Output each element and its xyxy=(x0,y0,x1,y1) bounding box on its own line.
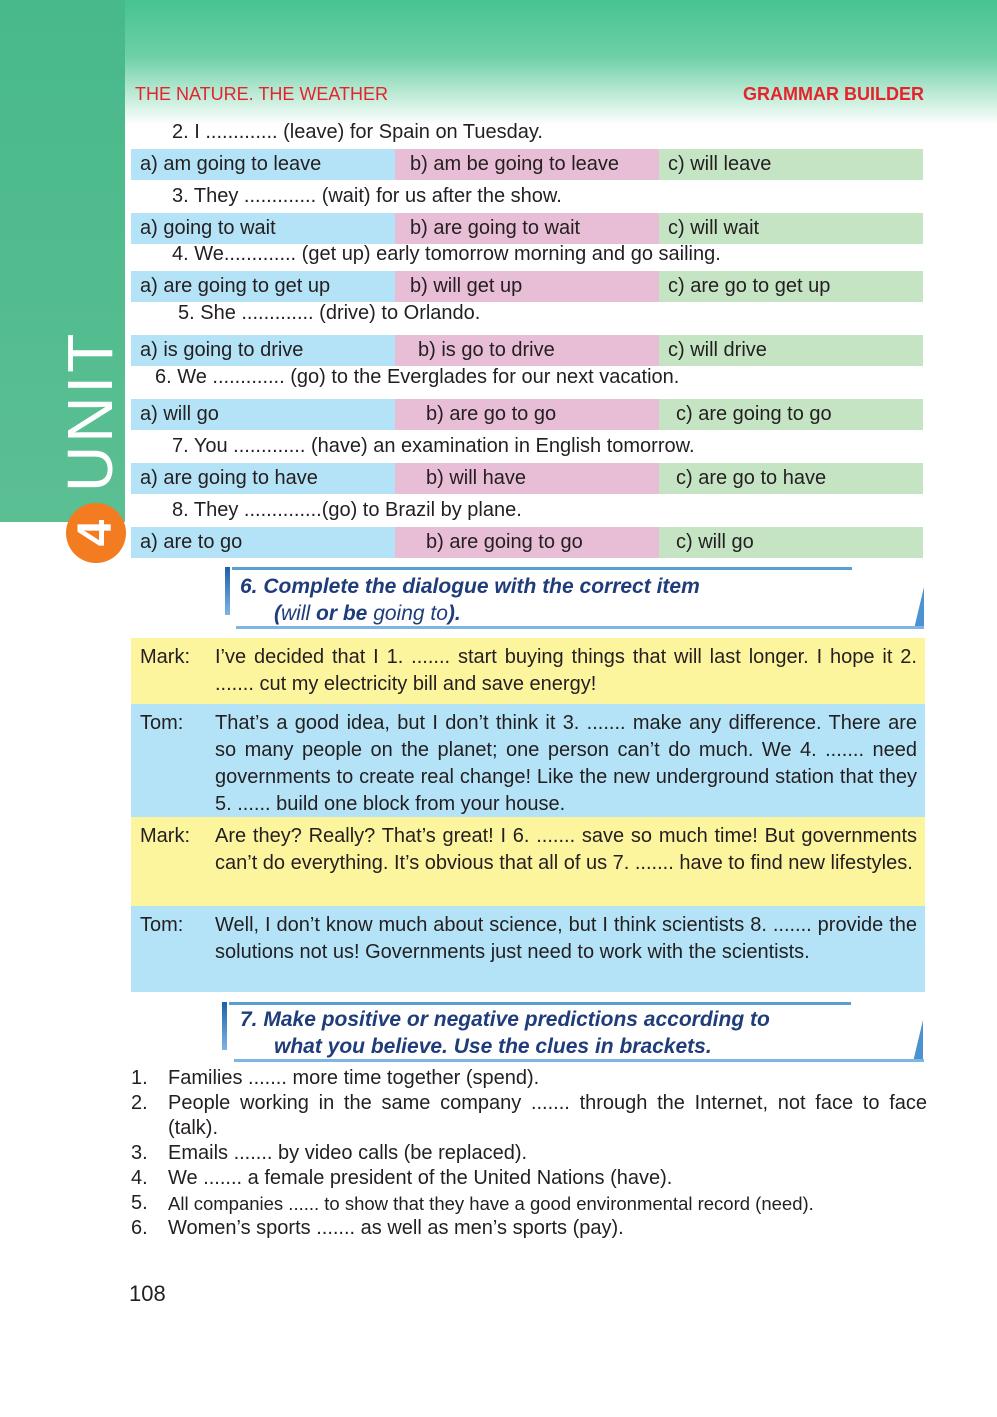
task-7-top-rule xyxy=(229,1002,851,1005)
list-item xyxy=(131,1166,927,1191)
option-b[interactable]: b) am be going to leave xyxy=(395,149,659,180)
option-c[interactable]: c) are go to have xyxy=(659,463,923,494)
option-a[interactable]: a) are to go xyxy=(131,527,395,558)
options-row-7 xyxy=(131,463,923,494)
item-number: 2. xyxy=(131,1092,148,1114)
item-text: Families ....... more time together (spend). xyxy=(168,1067,540,1089)
item-number: 1. xyxy=(131,1067,148,1089)
options-row-6 xyxy=(131,399,923,430)
option-c[interactable]: c) are go to get up xyxy=(659,271,923,302)
option-a[interactable]: a) is going to drive xyxy=(131,335,395,366)
item-text: Women’s sports ....... as well as men’s sports (pay). xyxy=(168,1217,624,1239)
item-text: People working in the same company ....... through the Internet, not face to face (talk). xyxy=(168,1092,927,1139)
unit-label: UNIT xyxy=(54,330,126,492)
task-7-title xyxy=(240,1006,940,1060)
item-number: 4. xyxy=(131,1167,148,1189)
options-row-5 xyxy=(131,335,923,366)
option-a[interactable]: a) are going to get up xyxy=(131,271,395,302)
item-text: We ....... a female president of the United Nations (have). xyxy=(168,1167,673,1189)
list-item xyxy=(131,1141,927,1166)
title-close-paren: ). xyxy=(447,602,461,625)
predictions-list xyxy=(131,1066,927,1241)
list-item xyxy=(131,1091,927,1141)
item-number: 6. xyxy=(131,1217,148,1239)
speaker-label: Mark: xyxy=(140,825,190,847)
options-row-4 xyxy=(131,271,923,302)
title-going-to: going to xyxy=(373,602,448,625)
options-row-8 xyxy=(131,527,923,558)
option-c[interactable]: c) are going to go xyxy=(659,399,923,430)
list-item xyxy=(131,1191,927,1216)
title-or-be: or be xyxy=(310,602,374,625)
title-will: will xyxy=(281,602,311,625)
option-b[interactable]: b) will get up xyxy=(395,271,659,302)
task-6-top-rule xyxy=(232,567,852,570)
option-a[interactable]: a) am going to leave xyxy=(131,149,395,180)
item-number: 3. xyxy=(131,1142,148,1164)
section-title: THE NATURE. THE WEATHER xyxy=(135,84,389,104)
options-row-2 xyxy=(131,149,923,180)
dialogue-line-mark-1 xyxy=(131,638,925,704)
question-stem-2: 2. I ............. (leave) for Spain on Tuesday. xyxy=(172,121,543,143)
question-stem-8: 8. They ..............(go) to Brazil by plane. xyxy=(172,499,522,521)
options-row-3 xyxy=(131,213,923,244)
question-stem-7: 7. You ............. (have) an examination in English tomorrow. xyxy=(172,435,695,457)
dialogue-text: That’s a good idea, but I don’t think it 3. ....... make any difference. There are so many people on the planet; one person can’t do much. We 4. ....... need governments to create real change! Like the new underground station that they 5. ...... build one block from your house. xyxy=(215,712,917,815)
option-b[interactable]: b) will have xyxy=(395,463,659,494)
title-open-paren: ( xyxy=(274,602,281,625)
list-item xyxy=(131,1066,927,1091)
task-6-title-line2 xyxy=(240,600,940,627)
option-b[interactable]: b) are going to go xyxy=(395,527,659,558)
option-c[interactable]: c) will go xyxy=(659,527,923,558)
option-b[interactable]: b) are going to wait xyxy=(395,213,659,244)
item-text: Emails ....... by video calls (be replaced). xyxy=(168,1142,528,1164)
question-stem-4: 4. We............. (get up) early tomorrow morning and go sailing. xyxy=(172,243,721,265)
option-b[interactable]: b) is go to drive xyxy=(395,335,659,366)
task-7-left-rule xyxy=(222,1002,227,1050)
question-stem-5: 5. She ............. (drive) to Orlando. xyxy=(178,302,481,324)
option-a[interactable]: a) going to wait xyxy=(131,213,395,244)
question-stem-3: 3. They ............. (wait) for us after the show. xyxy=(172,185,562,207)
option-b[interactable]: b) are go to go xyxy=(395,399,659,430)
item-text: All companies ...... to show that they have a good environmental record (need). xyxy=(168,1193,814,1214)
header-band xyxy=(0,0,997,125)
page-number: 108 xyxy=(129,1281,166,1306)
speaker-label: Mark: xyxy=(140,646,190,668)
option-a[interactable]: a) will go xyxy=(131,399,395,430)
task-6-title-line1: 6. Complete the dialogue with the correct item xyxy=(240,575,700,598)
option-c[interactable]: c) will wait xyxy=(659,213,923,244)
option-c[interactable]: c) will drive xyxy=(659,335,923,366)
question-stem-6: 6. We ............. (go) to the Everglades for our next vacation. xyxy=(155,366,680,388)
dialogue-text: I’ve decided that I 1. ....... start buying things that will last longer. I hope it 2. ....... cut my electricity bill and save energy! xyxy=(215,646,917,695)
list-item xyxy=(131,1216,927,1241)
speaker-label: Tom: xyxy=(140,914,184,936)
task-7-title-line1: 7. Make positive or negative predictions according to xyxy=(240,1008,770,1031)
speaker-label: Tom: xyxy=(140,712,184,734)
unit-number-badge: 4 xyxy=(66,503,126,563)
item-number: 5. xyxy=(131,1192,148,1214)
dialogue-text: Well, I don’t know much about science, but I think scientists 8. ....... provide the solutions not us! Governments just need to work with the scientists. xyxy=(215,914,917,963)
dialogue-line-tom-2 xyxy=(131,906,925,992)
task-7-title-line2: what you believe. Use the clues in brackets. xyxy=(274,1035,712,1058)
dialogue-text: Are they? Really? That’s great! I 6. ....... save so much time! But governments can’t do everything. It’s obvious that all of us 7. ....... have to find new lifestyles. xyxy=(215,825,917,874)
option-a[interactable]: a) are going to have xyxy=(131,463,395,494)
dialogue-line-mark-2 xyxy=(131,817,925,906)
option-c[interactable]: c) will leave xyxy=(659,149,923,180)
task-6-left-rule xyxy=(225,567,230,615)
section-label: GRAMMAR BUILDER xyxy=(743,84,924,104)
dialogue-line-tom-1 xyxy=(131,704,925,817)
task-6-title xyxy=(240,573,940,627)
